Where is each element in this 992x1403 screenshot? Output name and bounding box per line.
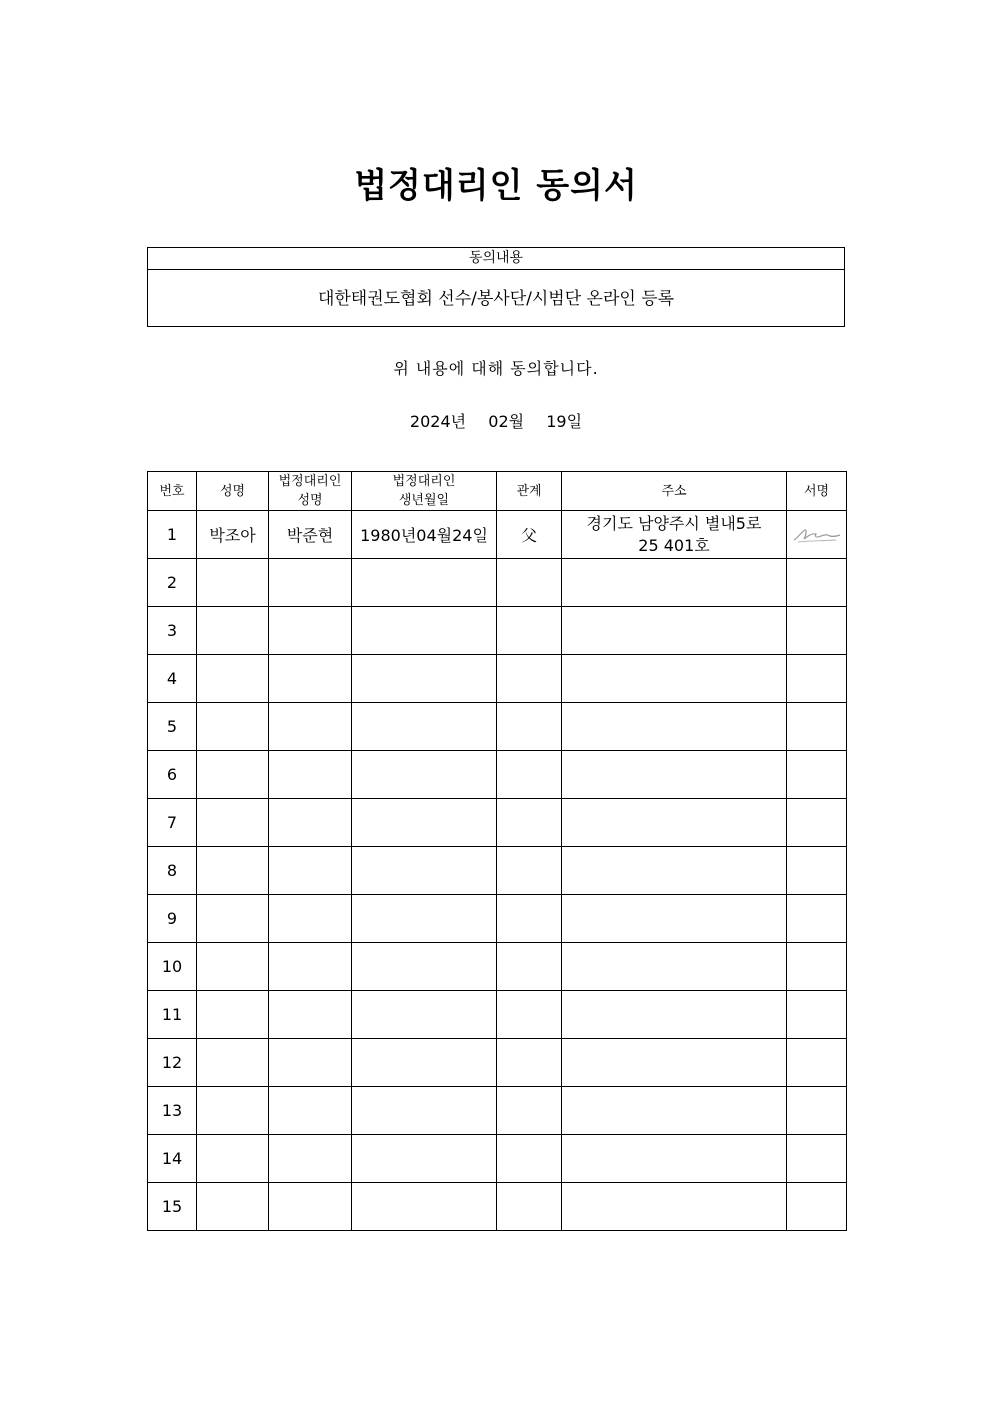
row-address-cell — [562, 703, 787, 751]
table-row — [148, 559, 847, 607]
document-title: 법정대리인 동의서 — [354, 166, 638, 206]
header-guardian-name-line1: 법정대리인 — [278, 474, 342, 489]
row-guardian-cell — [269, 1135, 352, 1183]
row-no-cell: 1 — [148, 511, 197, 559]
row-no-cell: 13 — [148, 1087, 197, 1135]
agreement-text: 위 내용에 대해 동의합니다. — [393, 359, 599, 378]
table-row — [148, 799, 847, 847]
row-address-cell — [562, 559, 787, 607]
consent-body: 대한태권도협회 선수/봉사단/시범단 온라인 등록 — [317, 289, 675, 309]
header-guardian-birth-line2: 생년월일 — [398, 493, 450, 508]
row-relation-cell — [497, 1087, 562, 1135]
row-signature-cell — [787, 895, 847, 943]
row-signature-cell — [787, 799, 847, 847]
row-guardian-cell — [269, 655, 352, 703]
consent-header: 동의내용 — [148, 248, 844, 270]
row-signature-cell — [787, 991, 847, 1039]
table-row — [148, 1183, 847, 1231]
date-text: 2024년 02월 19일 — [409, 412, 583, 431]
row-relation-cell — [497, 1135, 562, 1183]
row-no-cell: 4 — [148, 655, 197, 703]
row-signature-cell — [787, 703, 847, 751]
row-address-cell — [562, 607, 787, 655]
row-no-cell: 15 — [148, 1183, 197, 1231]
row-no-cell: 11 — [148, 991, 197, 1039]
row-name-cell: 박조아 — [197, 511, 269, 559]
row-guardian-cell — [269, 607, 352, 655]
row-relation-cell — [497, 559, 562, 607]
row-signature-cell — [787, 943, 847, 991]
row-guardian-cell — [269, 895, 352, 943]
row-birth-cell — [352, 895, 497, 943]
row-name-cell — [197, 1039, 269, 1087]
row-guardian-cell: 박준현 — [269, 511, 352, 559]
row-name-cell — [197, 991, 269, 1039]
table-row — [148, 655, 847, 703]
row-name-cell — [197, 607, 269, 655]
table-row — [148, 991, 847, 1039]
row-no-cell: 6 — [148, 751, 197, 799]
row-birth-cell — [352, 799, 497, 847]
handwritten-signature — [792, 524, 842, 546]
row-signature-cell — [787, 655, 847, 703]
row-guardian-cell — [269, 1183, 352, 1231]
table-header-row — [148, 472, 847, 511]
row-no-cell: 2 — [148, 559, 197, 607]
header-relation: 관계 — [497, 472, 562, 511]
row-no-cell: 10 — [148, 943, 197, 991]
row-relation-cell — [497, 847, 562, 895]
table-row — [148, 895, 847, 943]
row-relation-cell — [497, 943, 562, 991]
row-relation-cell — [497, 703, 562, 751]
row-guardian-cell — [269, 559, 352, 607]
row-guardian-cell — [269, 943, 352, 991]
row-name-cell — [197, 1135, 269, 1183]
row-birth-cell — [352, 655, 497, 703]
header-guardian-birth-line1: 법정대리인 — [392, 474, 456, 489]
row-birth-cell — [352, 1135, 497, 1183]
header-guardian-birth — [352, 472, 497, 511]
table-row — [148, 703, 847, 751]
header-no: 번호 — [148, 472, 197, 511]
consent-box — [147, 247, 845, 327]
row-guardian-cell — [269, 1039, 352, 1087]
row-address-cell — [562, 895, 787, 943]
row-birth-cell — [352, 703, 497, 751]
row-address-cell — [562, 943, 787, 991]
row-relation-cell — [497, 991, 562, 1039]
row-no-cell: 3 — [148, 607, 197, 655]
row-signature-cell — [787, 751, 847, 799]
row-guardian-cell — [269, 847, 352, 895]
row-relation-cell — [497, 895, 562, 943]
header-address: 주소 — [562, 472, 787, 511]
row-guardian-cell — [269, 799, 352, 847]
row-birth-cell — [352, 559, 497, 607]
row-no-cell: 8 — [148, 847, 197, 895]
header-name: 성명 — [197, 472, 269, 511]
table-row — [148, 607, 847, 655]
row-name-cell — [197, 943, 269, 991]
row-signature-cell — [787, 511, 847, 559]
table-row — [148, 1039, 847, 1087]
row-name-cell — [197, 1087, 269, 1135]
row-no-cell: 14 — [148, 1135, 197, 1183]
row-relation-cell: 父 — [497, 511, 562, 559]
row-birth-cell — [352, 607, 497, 655]
row-relation-cell — [497, 607, 562, 655]
row-address-cell — [562, 1135, 787, 1183]
row-birth-cell — [352, 991, 497, 1039]
row-birth-cell — [352, 1087, 497, 1135]
table-row — [148, 1087, 847, 1135]
row-relation-cell — [497, 751, 562, 799]
row-relation-cell — [497, 799, 562, 847]
row-address-cell — [562, 1087, 787, 1135]
table-row — [148, 943, 847, 991]
row-signature-cell — [787, 1135, 847, 1183]
row-birth-cell — [352, 943, 497, 991]
row-name-cell — [197, 799, 269, 847]
row-birth-cell — [352, 1183, 497, 1231]
row-relation-cell — [497, 1039, 562, 1087]
row-signature-cell — [787, 559, 847, 607]
row-guardian-cell — [269, 991, 352, 1039]
row-no-cell: 9 — [148, 895, 197, 943]
row-address-cell — [562, 511, 787, 559]
row-address-cell — [562, 1039, 787, 1087]
row-address-cell — [562, 991, 787, 1039]
row-address-cell — [562, 1183, 787, 1231]
row-address-cell — [562, 655, 787, 703]
row-birth-cell — [352, 847, 497, 895]
row-birth-cell — [352, 1039, 497, 1087]
row-no-cell: 5 — [148, 703, 197, 751]
row-signature-cell — [787, 1039, 847, 1087]
row-relation-cell — [497, 1183, 562, 1231]
row-name-cell — [197, 655, 269, 703]
table-row — [148, 511, 847, 559]
row-address-line1: 경기도 남양주시 별내5로 — [586, 513, 762, 533]
row-no-cell: 7 — [148, 799, 197, 847]
row-guardian-cell — [269, 751, 352, 799]
row-relation-cell — [497, 655, 562, 703]
row-name-cell — [197, 703, 269, 751]
row-guardian-cell — [269, 703, 352, 751]
row-name-cell — [197, 559, 269, 607]
row-birth-cell: 1980년04월24일 — [352, 511, 497, 559]
row-signature-cell — [787, 607, 847, 655]
header-signature: 서명 — [787, 472, 847, 511]
row-name-cell — [197, 847, 269, 895]
row-address-cell — [562, 799, 787, 847]
row-signature-cell — [787, 847, 847, 895]
row-address-cell — [562, 751, 787, 799]
row-name-cell — [197, 1183, 269, 1231]
row-signature-cell — [787, 1183, 847, 1231]
row-name-cell — [197, 895, 269, 943]
row-name-cell — [197, 751, 269, 799]
table-row — [148, 1135, 847, 1183]
table-row — [148, 751, 847, 799]
header-guardian-name — [269, 472, 352, 511]
row-address-cell — [562, 847, 787, 895]
row-no-cell: 12 — [148, 1039, 197, 1087]
table-row — [148, 847, 847, 895]
registration-table — [147, 471, 847, 1231]
row-guardian-cell — [269, 1087, 352, 1135]
row-address-line2: 25 401호 — [638, 535, 710, 555]
header-guardian-name-line2: 성명 — [297, 493, 323, 508]
row-birth-cell — [352, 751, 497, 799]
row-signature-cell — [787, 1087, 847, 1135]
